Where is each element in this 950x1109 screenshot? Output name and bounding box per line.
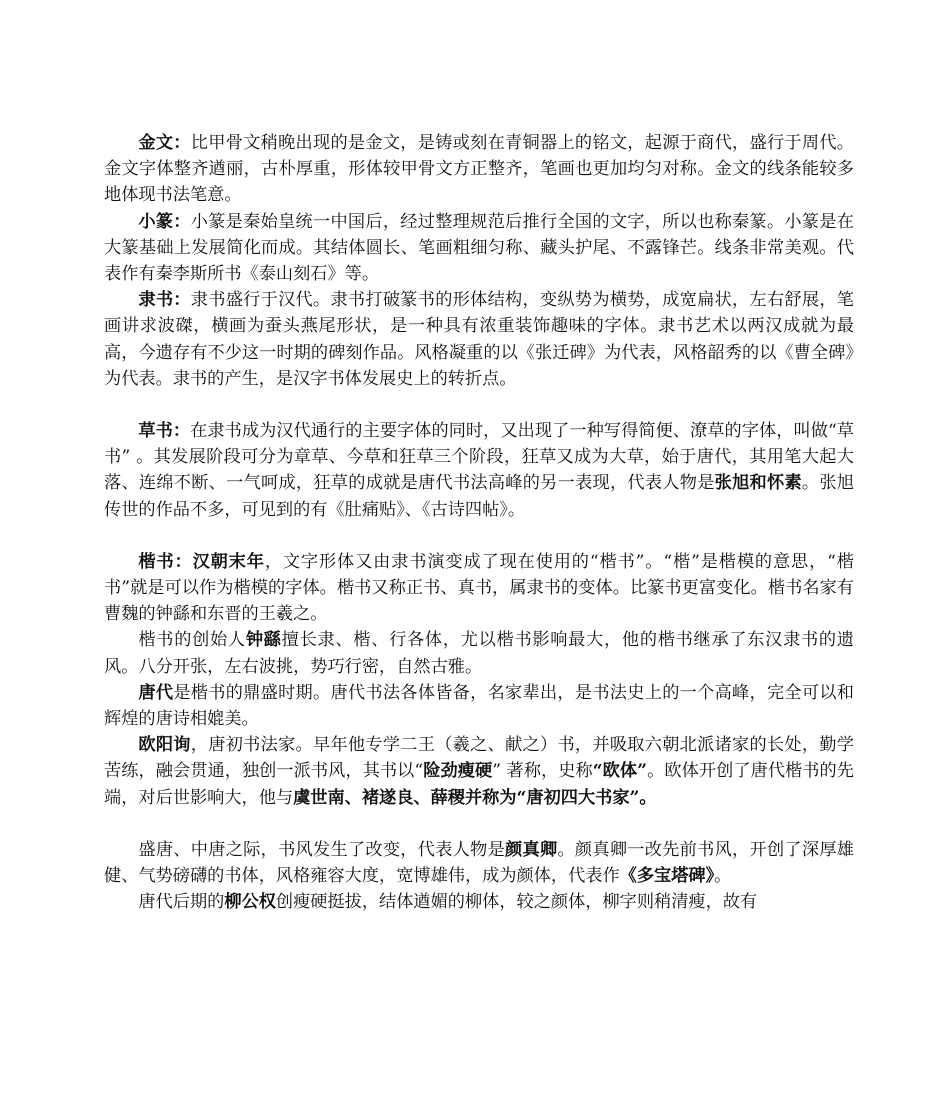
body-text: 楷书的创始人	[138, 630, 246, 651]
paragraph-liugongquan	[104, 889, 854, 915]
paragraph-kaishu	[104, 549, 854, 628]
body-text: ，文字形体又由隶书演变成了现在使用的“楷书”。“楷”是楷模的意思，“楷书”就是可以作为楷模的字体。楷书又称正书、真书，属隶书的变体。比篆书更富变化。楷书名家有曹魏的钟繇和东晋的王羲之。	[104, 551, 854, 625]
bold-text: 柳公权	[224, 892, 276, 913]
bold-text: 隶书：	[138, 290, 191, 311]
paragraph-jinwen	[104, 130, 854, 209]
bold-text: 虞世南、褚遂良、薛稷并称为“唐初四大书家”。	[293, 787, 657, 808]
body-text: 小篆是秦始皇统一中国后，经过整理规范后推行全国的文字，所以也称秦篆。小篆是在大篆基础上发展简化而成。其结体圆长、笔画粗细匀称、藏头护尾、不露锋芒。线条非常美观。代表作有秦李斯所书《泰山刻石》等。	[104, 211, 854, 285]
paragraph-zhongyao	[104, 627, 854, 679]
document-body	[104, 130, 854, 915]
bold-text: 《多宝塔碑》	[619, 866, 715, 887]
bold-text: 欧阳询	[138, 735, 191, 756]
bold-text: 钟繇	[245, 630, 282, 651]
body-text: 盛唐、中唐之际，书风发生了改变，代表人物是	[138, 839, 506, 860]
bold-text: 唐代	[138, 682, 174, 703]
body-text: 在隶书成为汉代通行的主要字体的同时，又出现了一种写得简便、潦草的字体，叫做“草书” 。其发展阶段可分为章草、今草和狂草三个阶段，狂草又成为大草，始于唐代，其用笔大起大落、连绵不断、一气呵成，狂草的成就是唐代书法高峰的另一表现，代表人物是	[104, 421, 854, 494]
bold-text: 颜真卿	[505, 839, 558, 860]
paragraph-caoshu	[104, 418, 854, 523]
bold-text: 草书：	[138, 421, 191, 442]
body-text: 唐代后期的	[138, 892, 225, 913]
body-text: ” 著称，史称	[492, 761, 593, 782]
body-text: 。	[714, 866, 732, 887]
body-text: 比甲骨文稍晚出现的是金文，是铸或刻在青铜器上的铭文，起源于商代，盛行于周代。金文字体整齐遒丽，古朴厚重，形体较甲骨文方正整齐，笔画也更加均匀对称。金文的线条能较多地体现书法笔意。	[104, 133, 854, 206]
paragraph-ouyangxun	[104, 732, 854, 811]
paragraph-tangdai	[104, 680, 854, 732]
bold-text: 险劲瘦硬	[423, 761, 493, 782]
document-page	[104, 130, 854, 915]
body-text: 。欧体开创了唐代楷书的先端，对后世影响大，他与	[104, 761, 854, 808]
body-text: ，唐初书法家。早年他专学二王（羲之、献之）书，并吸取六朝北派诸家的长处，勤学苦练，融会贯通，独创一派书风，其书以“	[104, 735, 854, 782]
bold-text: 小篆：	[138, 211, 191, 232]
paragraph-xiaozhuan	[104, 209, 854, 288]
bold-text: 金文：	[138, 133, 191, 153]
body-text: 创瘦硬挺拔，结体遒媚的柳体，较之颜体，柳字则稍清瘦，故有	[275, 892, 758, 913]
body-text: 是楷书的鼎盛时期。唐代书法各体皆备，名家辈出，是书法史上的一个高峰，完全可以和辉煌的唐诗相媲美。	[104, 682, 854, 730]
paragraph-yanzhenqing	[104, 837, 854, 889]
paragraph-lishu	[104, 287, 854, 392]
body-text: 。颜真卿一改先前书风，开创了深厚雄健、气势磅礴的书体，风格雍容大度，宽博雄伟，成为颜体，代表作	[104, 839, 854, 887]
bold-text: “欧体”	[592, 761, 648, 782]
bold-text: 张旭和怀素	[714, 473, 802, 494]
body-text: 隶书盛行于汉代。隶书打破篆书的形体结构，变纵势为横势，成宽扁状，左右舒展，笔画讲求波磔，横画为蚕头燕尾形状，是一种具有浓重装饰趣味的字体。隶书艺术以两汉成就为最高，今遗存有不少这一时期的碑刻作品。风格凝重的以《张迁碑》为代表，风格韶秀的以《曹全碑》为代表。隶书的产生，是汉字书体发展史上的转折点。	[104, 290, 854, 389]
body-text: 擅长隶、楷、行各体，尤以楷书影响最大，他的楷书继承了东汉隶书的遗风。八分开张，左右波挑，势巧行密，自然古雅。	[104, 630, 854, 677]
bold-text: 楷书：汉朝末年	[138, 551, 265, 572]
body-text: 。张旭传世的作品不多，可见到的有《肚痛贴》、《古诗四帖》。	[104, 473, 854, 520]
